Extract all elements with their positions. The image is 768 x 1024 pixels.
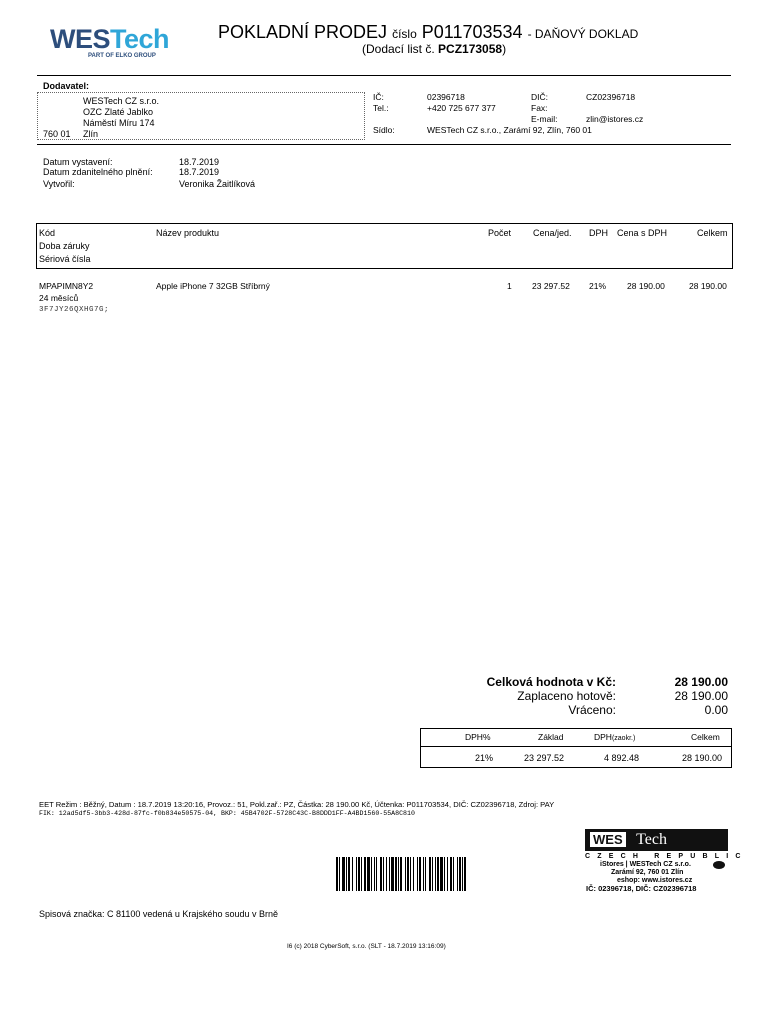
stamp-country: CZECH REPUBLIC [585,853,748,860]
row-serial: 3F7JY26QXHG7G; [39,306,110,314]
vat-base: 23 297.52 [524,753,565,763]
col-total: Celkem [697,228,728,238]
paid-value: 28 190.00 [674,689,728,703]
total-label: Celková hodnota v Kč: [486,675,616,689]
vat-h-base: Základ [538,732,564,742]
col-price-vat: Cena s DPH [617,228,668,238]
vat-h-vat [594,732,635,742]
eet-line-1: EET Režim : Běžný, Datum : 18.7.2019 13:20:16, Provoz.: 51, Pokl.zař.: PZ, Částka: 28 190.00 Kč, Účtenka: P011703534, DIČ: CZ02396718, Zdroj: PAY [39,800,555,809]
title-tail: - DAŇOVÝ DOKLAD [527,27,639,41]
stamp-line-4: IČ: 02396718, DIČ: CZ02396718 [586,884,697,893]
email-label: E-mail: [531,114,558,124]
tel-label: Tel.: [373,103,389,113]
title-main: POKLADNÍ PRODEJ [218,22,388,42]
col-warranty: Doba záruky [39,241,90,251]
supplier-label: Dodavatel: [43,81,90,91]
vat-amount: 4 892.48 [604,753,640,763]
returned-label: Vráceno: [568,703,616,717]
vat-h-vat-text: DPH [594,732,612,742]
header-rule [37,75,731,76]
col-unit-price: Cena/jed. [533,228,572,238]
created-value: Veronika Žaitlíková [179,179,256,189]
total-value: 28 190.00 [674,675,728,689]
eet-barcode [336,857,536,891]
dic-value: CZ02396718 [586,92,636,102]
registry-text: Spisová značka: C 81100 vedená u Krajského soudu v Brně [39,909,278,919]
supplier-street: Náměstí Míru 174 [83,118,155,128]
supplier-city: Zlín [83,129,99,139]
row-warranty: 24 měsíců [39,293,79,303]
supplier-name: WESTech CZ s.r.o. [83,96,160,106]
stamp-circle [713,861,725,869]
delivery-suffix: ) [502,42,507,56]
col-serial: Sériová čísla [39,254,91,264]
paid-label: Zaplaceno hotově: [517,689,616,703]
delivery-number: PCZ173058 [438,42,503,56]
barcode-bar [466,857,469,891]
taxable-value: 18.7.2019 [179,167,220,177]
westech-logo [50,24,169,55]
stamp-logo-wes: WES [590,832,626,847]
email-value: zlin@istores.cz [586,114,644,124]
created-label: Vytvořil: [43,179,75,189]
row-total: 28 190.00 [689,281,727,291]
logo-tech-text: Tech [110,24,170,54]
taxable-label: Datum zdanitelného plnění: [43,167,153,177]
col-qty: Počet [488,228,512,238]
sidlo-value: WESTech CZ s.r.o., Zarámí 92, Zlín, 760 01 [427,125,592,135]
row-name: Apple iPhone 7 32GB Stříbrný [156,281,270,291]
logo-wes-text: WES [50,24,111,54]
row-qty: 1 [507,281,512,291]
ic-value: 02396718 [427,92,465,102]
col-vat: DPH [589,228,609,238]
col-code: Kód [39,228,56,238]
title-cislo: číslo [392,27,417,41]
stamp-line-1: iStores | WESTech CZ s.r.o. [600,861,691,868]
issued-label: Datum vystavení: [43,157,113,167]
row-price-vat: 28 190.00 [627,281,665,291]
fax-label: Fax: [531,103,548,113]
title-number: P011703534 [421,22,523,42]
document-title [218,22,638,43]
sidlo-label: Sídlo: [373,125,395,135]
stamp-line-3: eshop: www.istores.cz [617,877,693,884]
delivery-note [362,42,506,56]
delivery-prefix: (Dodací list č. [362,42,435,56]
stamp-logo-tech: Tech [636,831,667,848]
ic-label: IČ: [373,92,384,102]
supplier-zip: 760 01 [43,129,71,139]
logo-subtitle: PART OF ELKO GROUP [88,53,156,59]
issued-value: 18.7.2019 [179,157,220,167]
col-name: Název produktu [156,228,220,238]
software-footer: I6 (c) 2018 CyberSoft, s.r.o. (SLT - 18.7.2019 13:16:09) [287,943,446,950]
row-code: MPAPIMN8Y2 [39,281,94,291]
eet-line-2: FIK: 12ad5df5-3bb3-428d-87fc-f0b834e50575-04, BKP: 45B4702F-5728C43C-B8DDD1FF-A4BD1560-55A8C810 [39,810,415,817]
vat-table-divider [420,746,731,747]
vat-h-vat-note: (zaokr.) [611,735,636,742]
stamp-line-2: Zarámí 92, 760 01 Zlín [611,869,684,876]
vat-total: 28 190.00 [682,753,723,763]
vat-h-total: Celkem [691,732,720,742]
supplier-branch: OZC Zlaté Jablko [83,107,154,117]
row-vat: 21% [589,281,607,291]
vat-rate: 21% [475,753,494,763]
supplier-rule [37,144,731,145]
tel-value: +420 725 677 377 [427,103,496,113]
dic-label: DIČ: [531,92,548,102]
stamp-logo [590,831,667,849]
returned-value: 0.00 [704,703,728,717]
row-unit-price: 23 297.52 [532,281,570,291]
vat-h-rate: DPH% [465,732,491,742]
